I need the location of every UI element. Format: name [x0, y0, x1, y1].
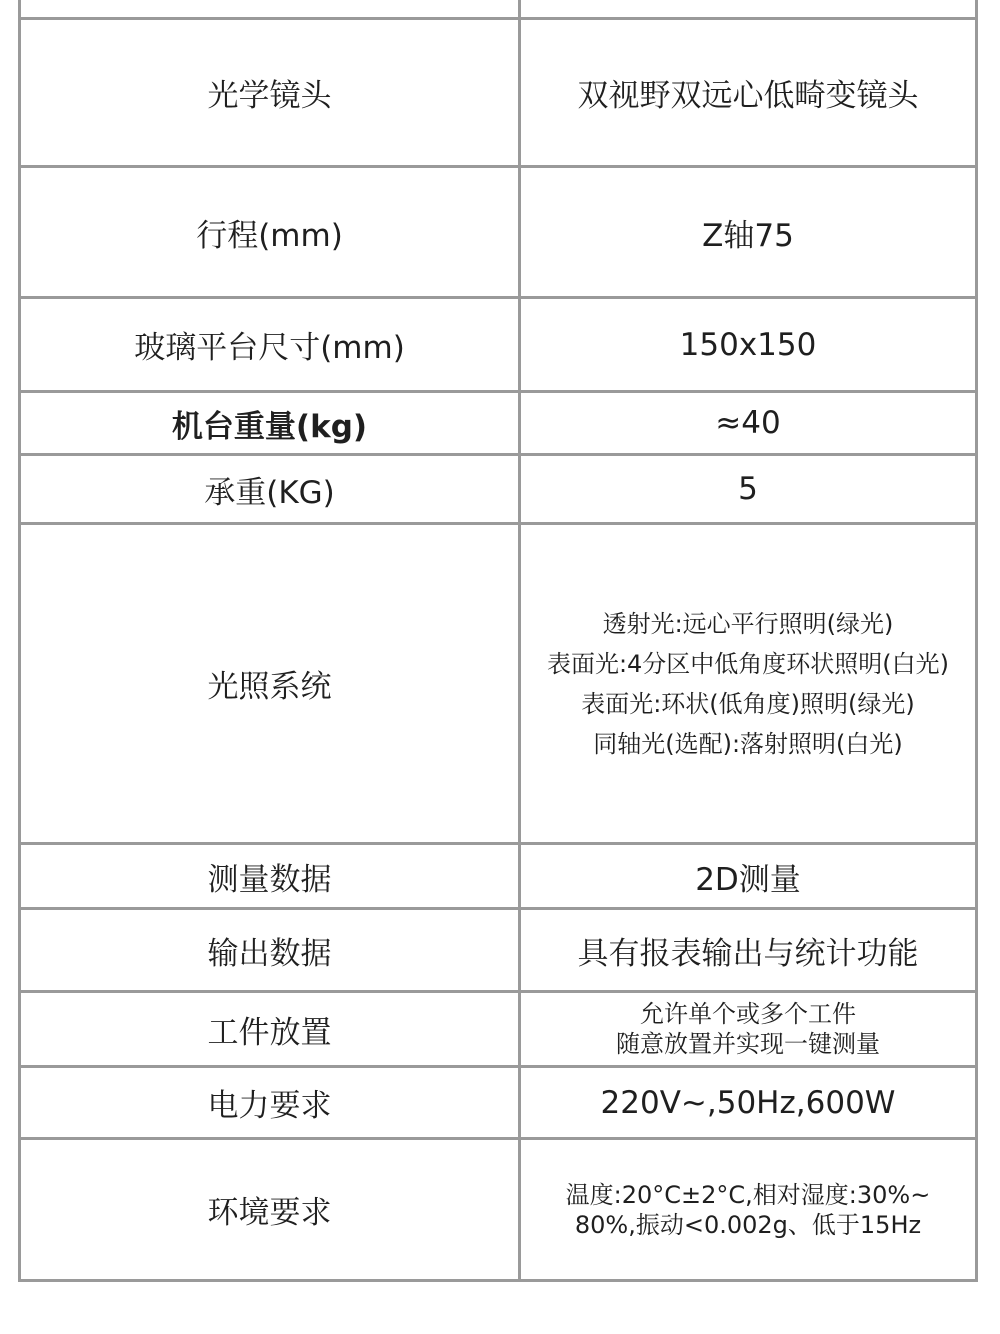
value-line: 表面光:4分区中低角度环状照明(白光) — [546, 649, 950, 678]
table-row — [21, 20, 975, 168]
spec-value: 具有报表输出与统计功能 — [577, 935, 919, 972]
table-row — [21, 910, 975, 993]
spec-table — [18, 0, 978, 1282]
table-row — [21, 1068, 975, 1140]
table-row — [21, 456, 975, 525]
spec-label: 玻璃平台尺寸(mm) — [21, 299, 521, 390]
spec-label: 承重(KG) — [21, 456, 521, 522]
value-line: 80%,振动<0.002g、低于15Hz — [574, 1210, 922, 1239]
table-row — [21, 299, 975, 393]
spec-label: 测量数据 — [21, 845, 521, 907]
value-line: 随意放置并实现一键测量 — [616, 1030, 880, 1058]
spec-value — [521, 525, 975, 842]
spec-value: 150x150 — [679, 326, 817, 363]
spec-label: 工件放置 — [21, 993, 521, 1065]
spec-value: ≈40 — [715, 405, 781, 441]
spec-label: 行程(mm) — [21, 168, 521, 296]
value-line: 温度:20°C±2°C,相对湿度:30%~ — [565, 1180, 931, 1209]
spec-label: 输出数据 — [21, 910, 521, 990]
label-cell — [21, 0, 521, 17]
spec-label: 光学镜头 — [21, 20, 521, 165]
table-row — [21, 393, 975, 456]
spec-value: Z轴75 — [702, 217, 794, 254]
value-lines — [616, 999, 880, 1059]
table-row — [21, 1140, 975, 1282]
spec-value: 2D测量 — [695, 861, 801, 898]
spec-value — [521, 993, 975, 1065]
spec-label: 电力要求 — [21, 1068, 521, 1137]
value-lines — [547, 604, 949, 764]
table-row-stub — [21, 0, 975, 20]
value-line: 同轴光(选配):落射照明(白光) — [593, 729, 903, 758]
table-row — [21, 525, 975, 845]
value-line: 允许单个或多个工件 — [640, 1000, 856, 1028]
spec-value: 5 — [738, 471, 758, 507]
spec-label: 机台重量(kg) — [21, 393, 521, 453]
value-cell — [521, 0, 975, 17]
table-row — [21, 993, 975, 1068]
table-row — [21, 168, 975, 299]
value-line: 透射光:远心平行照明(绿光) — [602, 609, 894, 638]
spec-value: 220V~,50Hz,600W — [600, 1084, 896, 1121]
spec-value: 双视野双远心低畸变镜头 — [577, 78, 919, 114]
value-lines — [566, 1180, 931, 1240]
spec-value — [521, 1140, 975, 1279]
value-line: 表面光:环状(低角度)照明(绿光) — [581, 689, 915, 718]
spec-label: 光照系统 — [21, 525, 521, 842]
table-row — [21, 845, 975, 910]
spec-label: 环境要求 — [21, 1140, 521, 1279]
